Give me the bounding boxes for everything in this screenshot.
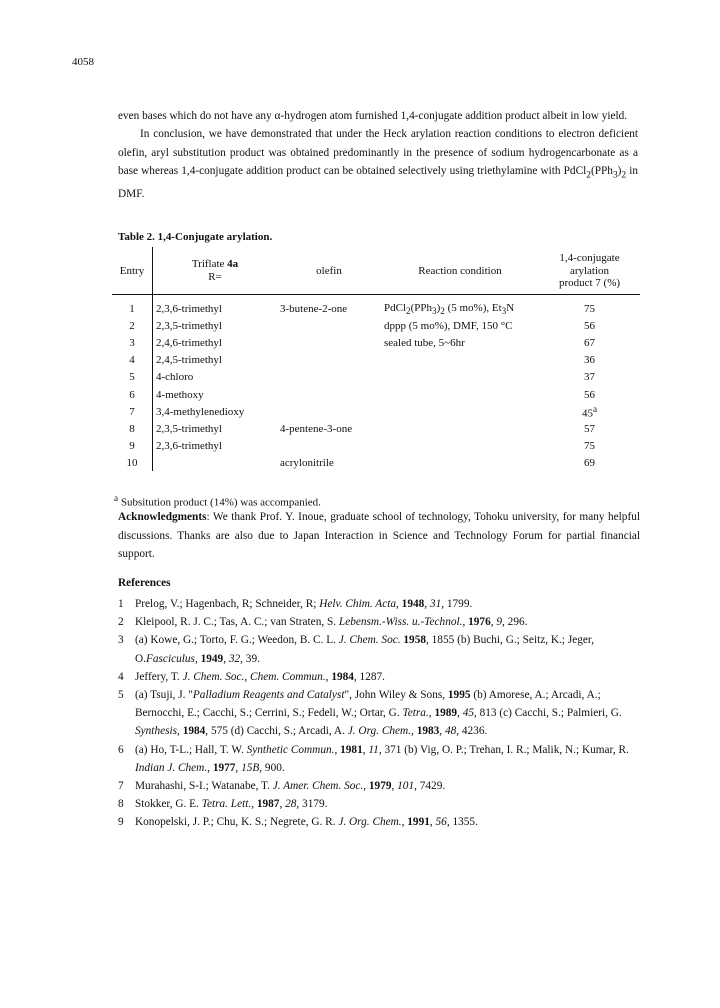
table-row: [112, 294, 640, 318]
table-row: [112, 403, 640, 420]
table-title: Table 2. 1,4-Conjugate arylation.: [118, 231, 273, 243]
product-value: 36: [584, 354, 595, 367]
subscript: 3: [612, 170, 618, 181]
reference-text: J. Chem. Soc., Chem. Commun.: [182, 670, 326, 683]
table-row: [112, 335, 640, 352]
table-row: [112, 352, 640, 369]
cell-entry: 6: [112, 386, 153, 403]
subscript: 2: [621, 170, 627, 181]
reference-text: 1977: [212, 761, 236, 774]
cell-olefin: [277, 403, 381, 420]
condition-part: PdCl: [384, 301, 407, 314]
cell-product: [539, 369, 640, 386]
reference-number: 9: [118, 816, 124, 829]
reference-text: , 1855 (b) Buchi, G.; Seitz, K.; Jeger, O.: [135, 634, 595, 665]
condition-part: (PPh: [410, 301, 432, 314]
reference-text: 31: [429, 598, 442, 610]
reference-text: 11: [368, 743, 379, 756]
reference-text: 1983: [416, 725, 440, 738]
reference-text: , 39.: [240, 652, 260, 665]
reference-text: Tetra.: [402, 707, 429, 720]
cell-condition: [381, 420, 539, 437]
reference-item: [118, 631, 644, 667]
cell-product: [539, 420, 640, 437]
cell-product: [539, 386, 640, 403]
conclusion-formula: ): [617, 165, 622, 178]
condition-part: 3: [501, 306, 507, 317]
cell-olefin: [277, 437, 381, 454]
conclusion-text: In conclusion, we have demonstrated that under the Heck arylation reaction conditions to electron deficient olefin, aryl substitution product was obtained predominantly in the presence of sodium hydrogencarbonate as a base whereas 1,4-conjugate addition product can be obtained selectively using triethylamine with PdCl: [118, 128, 638, 178]
cell-triflate: 2,3,5-trimethyl: [156, 320, 222, 333]
header-triflate-label: Triflate: [191, 258, 228, 271]
table-row: [112, 369, 640, 386]
header-olefin: olefin: [277, 247, 381, 294]
header-product-line1: 1,4-conjugate arylation: [559, 252, 620, 277]
reference-text: (a) Kowe, G.; Torto, F. G.; Weedon, B. C. L.: [135, 634, 339, 647]
product-value: 56: [584, 388, 595, 401]
cell-product: [539, 318, 640, 335]
footnote-mark: a: [114, 493, 119, 503]
cell-entry: 3: [112, 335, 153, 352]
cell-product: [539, 294, 640, 318]
cell-product: [539, 352, 640, 369]
conjugate-arylation-table: [112, 247, 640, 471]
reference-text: 15B: [241, 761, 260, 774]
header-condition: Reaction condition: [381, 247, 539, 294]
references-heading: References: [118, 577, 171, 589]
reference-text: ,: [429, 816, 436, 829]
reference-text: ,: [396, 598, 402, 610]
header-product-line2: product 7 (%): [558, 277, 621, 289]
reference-text: 32: [228, 652, 241, 665]
reference-text: , 371 (b) Vig, O. P.; Trehan, I. R.; Malik, N.; Kumar, R.: [378, 743, 629, 756]
reference-text: , 3179.: [296, 798, 328, 811]
reference-text: ,: [207, 761, 213, 774]
cell-condition: [381, 437, 539, 454]
cell-condition: dppp (5 mo%), DMF, 150 °C: [384, 320, 513, 333]
reference-text: 48: [444, 725, 457, 738]
reference-text: 1989: [434, 707, 458, 720]
reference-text: , 813 (c) Cacchi, S.; Palmieri, G.: [473, 707, 622, 720]
cell-product: [539, 403, 640, 420]
reference-text: , 900.: [259, 761, 285, 774]
table-row: [112, 420, 640, 437]
reference-text: Jeffery, T.: [135, 670, 183, 683]
footnote-text: Subsitution product (14%) was accompanied.: [118, 496, 321, 509]
cell-condition: [381, 454, 539, 471]
cell-triflate: 2,3,6-trimethyl: [156, 303, 222, 316]
reference-text: Tetra. Lett.: [201, 798, 252, 811]
reference-text: ,: [391, 780, 398, 793]
cell-entry: 2: [112, 318, 153, 335]
condition-part: 2: [406, 306, 411, 317]
cell-entry: 10: [112, 454, 153, 471]
page-number: 4058: [72, 56, 94, 68]
reference-item: [118, 741, 644, 777]
reference-text: , 1355.: [446, 816, 478, 829]
table-row: [112, 437, 640, 454]
reference-text: ,: [457, 707, 463, 720]
reference-text: 1958: [403, 634, 426, 647]
reference-text: 1949: [200, 652, 224, 665]
reference-text: ,: [334, 743, 341, 756]
reference-number: 2: [118, 616, 124, 629]
cell-olefin: acrylonitrile: [280, 456, 334, 469]
reference-text: Indian J. Chem.: [135, 761, 208, 774]
header-triflate-compound: 4a: [227, 258, 239, 271]
reference-item: [118, 795, 644, 813]
reference-text: Murahashi, S-I.; Watanabe, T.: [135, 780, 273, 793]
cell-triflate: 2,4,5-trimethyl: [156, 354, 222, 367]
reference-text: , 7429.: [414, 780, 446, 793]
product-value: 67: [584, 337, 595, 350]
table-footnote: [114, 493, 321, 509]
reference-text: , 296.: [502, 616, 528, 629]
cell-entry: 8: [112, 420, 153, 437]
product-value: 75: [584, 439, 595, 452]
reference-text: Fasciculus: [145, 652, 195, 665]
reference-item: [118, 668, 644, 686]
reference-number: 6: [118, 743, 124, 756]
product-value: 45: [581, 407, 593, 420]
cell-olefin: 3-butene-2-one: [280, 303, 348, 316]
reference-text: 56: [435, 816, 447, 829]
cell-triflate: 4-methoxy: [156, 388, 204, 401]
reference-text: ,: [235, 761, 242, 774]
condition-part: N: [506, 301, 515, 314]
reference-text: 1948: [401, 598, 425, 610]
reference-number: 4: [118, 670, 124, 683]
reference-text: 1981: [340, 743, 363, 756]
conclusion-end: in DMF.: [118, 165, 638, 200]
reference-text: Synthetic Commun.: [246, 743, 335, 756]
reference-text: Lebensm.-Wiss. u.-Technol.: [338, 616, 463, 629]
header-product: [539, 247, 640, 294]
reference-text: 1995: [447, 689, 471, 702]
reference-text: Prelog, V.; Hagenbach, R; Schneider, R;: [135, 598, 320, 610]
reference-text: 9: [496, 616, 503, 629]
cell-condition: [381, 352, 539, 369]
cell-condition: [381, 386, 539, 403]
cell-olefin: 4-pentene-3-one: [280, 422, 353, 435]
product-value: 69: [584, 456, 595, 469]
reference-text: J. Org. Chem.: [347, 725, 412, 738]
reference-text: , 4236.: [456, 725, 488, 738]
condition-part: (5 mo%), Et: [444, 301, 502, 314]
cell-olefin: [277, 335, 381, 352]
reference-number: 1: [118, 598, 124, 610]
cell-product: [539, 335, 640, 352]
reference-text: Stokker, G. E.: [135, 798, 202, 811]
paragraph-bases: even bases which do not have any α-hydrogen atom furnished 1,4-conjugate addition product albeit in low yield.: [118, 110, 628, 122]
cell-olefin: [277, 386, 381, 403]
subscript: 2: [586, 170, 591, 181]
cell-condition: [381, 294, 539, 318]
cell-triflate: 2,3,5-trimethyl: [156, 422, 222, 435]
reference-text: , 1287.: [353, 670, 385, 683]
ack-text: : We thank Prof. Y. Inoue, graduate school of technology, Tohoku university, for many helpful discussions. Thanks are also due to Japan Interaction in Science and Technology Forum for partial financial support.: [118, 511, 640, 560]
condition-part: ): [436, 301, 441, 314]
product-value: 75: [584, 303, 595, 316]
reference-text: Konopelski, J. P.; Chu, K. S.; Negrete, G. R.: [135, 816, 339, 829]
reference-text: ,: [251, 798, 257, 811]
reference-text: 28: [285, 798, 297, 811]
reference-text: ,: [411, 725, 417, 738]
acknowledgments: [118, 508, 640, 564]
reference-text: (b) Amorese, A.; Arcadi, A.; Bernocchi, E.; Cacchi, S.; Cerrini, S.; Fedeli, W.; Ortar, G.: [135, 689, 601, 720]
cell-olefin: [277, 318, 381, 335]
cell-product: [539, 437, 640, 454]
reference-text: 1987: [256, 798, 280, 811]
reference-number: 7: [118, 780, 124, 793]
cell-triflate: 2,4,6-trimethyl: [156, 337, 222, 350]
reference-text: 101: [397, 780, 415, 793]
reference-number: 5: [118, 689, 124, 702]
header-triflate-r: R=: [208, 270, 222, 283]
reference-text: ", John Wiley & Sons,: [344, 689, 448, 702]
references-list: [118, 595, 644, 832]
product-note: a: [592, 403, 598, 414]
cell-entry: 9: [112, 437, 153, 454]
reference-text: ,: [325, 670, 332, 683]
reference-text: ,: [177, 725, 183, 738]
reference-item: [118, 813, 644, 831]
cell-triflate: 4-chloro: [156, 371, 194, 384]
reference-text: ,: [401, 816, 408, 829]
reference-item: [118, 686, 644, 741]
reference-text: ,: [490, 616, 497, 629]
reference-text: ,: [439, 725, 445, 738]
conclusion-formula: (PPh: [590, 165, 613, 178]
reference-text: J. Amer. Chem. Soc.: [272, 780, 364, 793]
cell-triflate: [153, 454, 278, 471]
reference-text: Palladium Reagents and Catalyst: [192, 689, 345, 702]
header-entry: Entry: [112, 247, 153, 294]
cell-condition: sealed tube, 5~6hr: [384, 337, 465, 350]
reference-item: [118, 595, 644, 613]
condition-part: 2: [440, 306, 445, 317]
reference-text: 1976: [468, 616, 491, 629]
table-row: [112, 386, 640, 403]
reference-text: , 575 (d) Cacchi, S.; Arcadi, A.: [205, 725, 348, 738]
cell-condition: [381, 369, 539, 386]
header-triflate: [153, 247, 278, 294]
reference-text: ,: [279, 798, 286, 811]
reference-item: [118, 613, 644, 631]
reference-text: 1979: [368, 780, 392, 793]
reference-text: ,: [223, 652, 229, 665]
reference-text: ,: [194, 652, 201, 665]
condition-part: 3: [432, 306, 437, 317]
reference-text: Synthesis: [135, 725, 178, 738]
body-text: [118, 107, 638, 203]
reference-text: 1984: [331, 670, 354, 683]
reference-number: 3: [118, 634, 124, 647]
reference-text: Kleipool, R. J. C.; Tas, A. C.; van Straten, S.: [135, 616, 339, 629]
paragraph-conclusion: [118, 125, 638, 203]
reference-text: J. Org. Chem.: [338, 816, 402, 829]
reference-text: Helv. Chim. Acta: [319, 598, 397, 610]
cell-triflate: 3,4-methylenedioxy: [156, 405, 245, 418]
reference-text: 45: [462, 707, 474, 720]
table-header-row: [112, 247, 640, 294]
reference-item: [118, 777, 644, 795]
reference-text: 1984: [182, 725, 206, 738]
cell-olefin: [277, 369, 381, 386]
cell-entry: 5: [112, 369, 153, 386]
reference-text: 1991: [407, 816, 430, 829]
product-value: 56: [584, 320, 595, 333]
cell-product: [539, 454, 640, 471]
product-value: 57: [584, 422, 595, 435]
reference-text: J. Chem. Soc.: [338, 634, 401, 647]
cell-condition: [381, 403, 539, 420]
table-row: [112, 318, 640, 335]
reference-number: 8: [118, 798, 124, 811]
cell-entry: 1: [112, 294, 153, 318]
reference-text: (a) Ho, T-L.; Hall, T. W.: [135, 743, 247, 756]
reference-text: ,: [462, 616, 469, 629]
ack-label: Acknowledgments: [118, 511, 207, 523]
table-row: [112, 454, 640, 471]
reference-text: ,: [428, 707, 435, 720]
cell-entry: 4: [112, 352, 153, 369]
cell-entry: 7: [112, 403, 153, 420]
reference-text: , 1799.: [441, 598, 473, 610]
reference-text: ,: [363, 780, 369, 793]
product-value: 37: [584, 371, 595, 384]
reference-text: ,: [424, 598, 430, 610]
reference-text: (a) Tsuji, J. ": [135, 689, 193, 702]
reference-text: ,: [362, 743, 369, 756]
cell-olefin: [277, 352, 381, 369]
cell-triflate: 2,3,6-trimethyl: [156, 439, 222, 452]
